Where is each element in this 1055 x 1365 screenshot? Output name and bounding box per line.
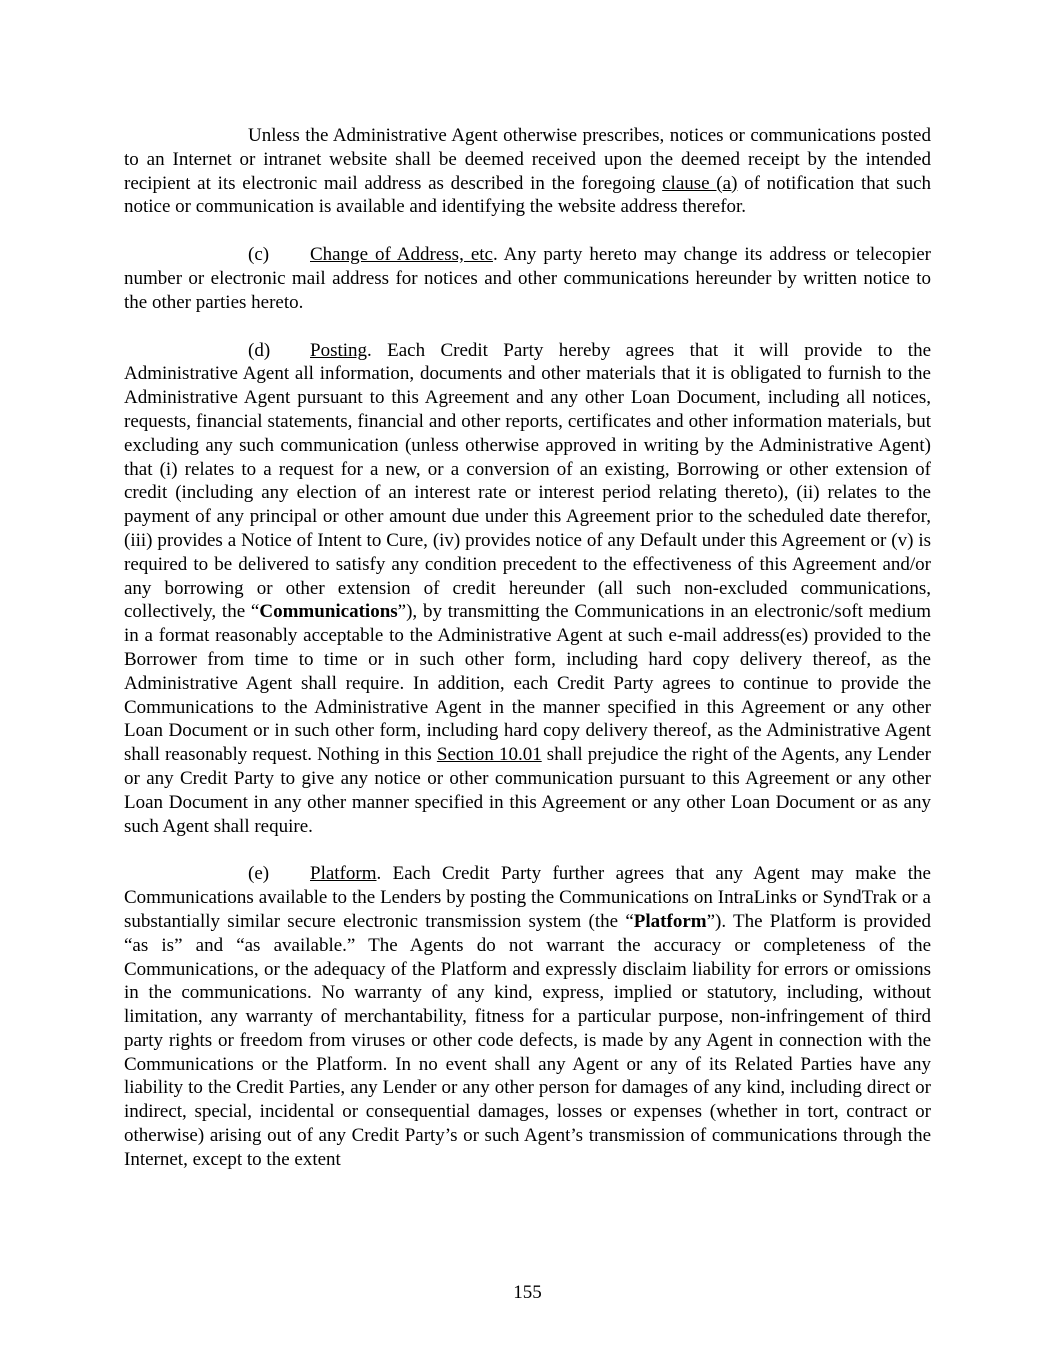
section-heading: Posting — [310, 339, 368, 361]
clause-a-reference: clause (a) — [662, 172, 738, 194]
paragraph-c-change-of-address — [124, 243, 931, 314]
paragraph-text: ”). The Platform is provided “as is” and “as available.” The Agents do not warrant the accuracy or completeness of the Communications, or the adequacy of the Platform and expressly disclaim liability for errors or omissions in the communications. No warranty of any kind, express, implied or statutory, including, without limitation, any warranty of merchantability, fitness for a particular purpose, non-infringement of third party rights or freedom from viruses or other code defects, is made by any Agent in connection with the Communications or the Platform. In no event shall any Agent or any of its Related Parties have any liability to the Credit Parties, any Lender or any other person for damages of any kind, including direct or indirect, special, incidental or consequential damages, losses or expenses (whether in tort, contract or otherwise) arising out of any Credit Party’s or such Agent’s transmission of communications through the Internet, except to the extent — [124, 910, 931, 1170]
paragraph-text: Unless the Administrative Agent otherwise prescribes, notices or communications posted to an Internet or intranet website shall be deemed received upon the deemed receipt by the intended recipient at its electronic mail address as described in the foregoing — [124, 125, 931, 194]
paragraph-text: . Any party hereto may change its address or telecopier number or electronic mail address for notices and other communications hereunder by written notice to the other parties hereto. — [124, 244, 931, 313]
section-reference: Section 10.01 — [436, 744, 542, 766]
paragraph-e-platform — [124, 862, 931, 1171]
section-heading: Change of Address, etc — [310, 244, 493, 266]
paragraph-website-notices — [124, 124, 931, 219]
section-number: (c) — [248, 244, 270, 266]
defined-term: Communications — [259, 601, 398, 623]
paragraph-text: . Each Credit Party further agrees that any Agent may make the Communications available to the Lenders by posting the Communications on IntraLinks or SyndTrak or a substantially similar secure electronic transmission system (the “ — [124, 863, 931, 932]
paragraph-text: ”), by transmitting the Communications in an electronic/soft medium in a format reasonably acceptable to the Administrative Agent at such e-mail address(es) provided to the Borrower from time to time or in such other form, including hard copy delivery thereof, as the Administrative Agent shall require. In addition, each Credit Party agrees to continue to provide the Communications to the Administrative Agent in the manner specified in this Agreement or any other Loan Document or in such other form, including hard copy delivery thereof, as the Administrative Agent shall reasonably request. Nothing in this — [124, 601, 931, 766]
section-heading: Platform — [310, 863, 377, 885]
paragraph-text: shall prejudice the right of the Agents, any Lender or any Credit Party to give any notice or other communication pursuant to this Agreement or any other Loan Document in any other manner specified in this Agreement or any other Loan Document or as any such Agent shall require. — [124, 744, 932, 837]
paragraph-text: of notification that such notice or communication is available and identifying the website address therefor. — [124, 172, 931, 218]
document-body — [124, 124, 931, 1196]
section-number: (d) — [248, 339, 271, 361]
section-number: (e) — [248, 863, 270, 885]
paragraph-d-posting — [124, 339, 931, 839]
paragraph-text: . Each Credit Party hereby agrees that it will provide to the Administrative Agent all information, documents and other materials that it is obligated to furnish to the Administrative Agent pursuant to this Agreement and any other Loan Document, including all notices, requests, financial statements, financial and other reports, certificates and other information materials, but excluding any such communication (unless otherwise approved in writing by the Administrative Agent) that (i) relates to a request for a new, or a conversion of an existing, Borrowing or other extension of credit (including any election of an interest rate or interest period relating thereto), (ii) relates to the payment of any principal or other amount due under this Agreement prior to the scheduled date therefor, (iii) provides a Notice of Intent to Cure, (iv) provides notice of any Default under this Agreement or (v) is required to be delivered to satisfy any condition precedent to the effectiveness of this Agreement and/or any borrowing or other extension of credit hereunder (all such non-excluded communications, collectively, the “ — [124, 339, 931, 623]
defined-term: Platform — [633, 910, 707, 932]
page-number: 155 — [513, 1282, 542, 1303]
